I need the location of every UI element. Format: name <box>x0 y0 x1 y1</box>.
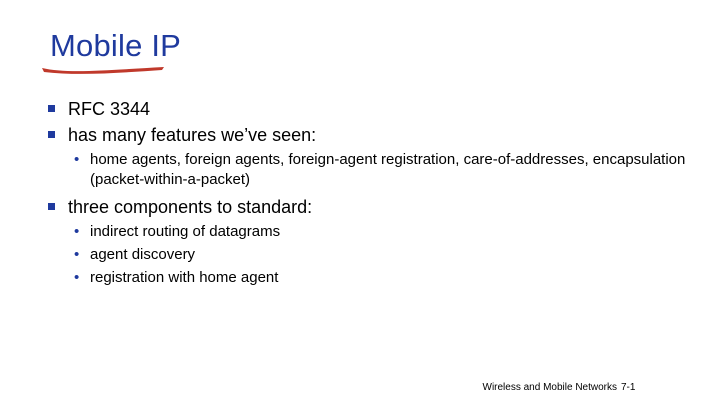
bullet-text: RFC 3344 <box>68 99 151 119</box>
dot-bullet-icon: • <box>74 223 80 240</box>
bullet-list <box>46 98 686 294</box>
bullet-text: three components to standard: <box>68 197 313 217</box>
sub-bullet-list <box>46 222 686 288</box>
sub-bullet-item <box>46 222 686 242</box>
bullet-item <box>46 124 686 146</box>
sub-bullet-item <box>46 268 686 288</box>
sub-bullet-item <box>46 245 686 265</box>
sub-bullet-text: home agents, foreign agents, foreign-agent registration, care-of-addresses, encapsulation (packet-within-a-packet) <box>90 151 686 188</box>
dot-bullet-icon: • <box>74 246 80 263</box>
sub-bullet-text: agent discovery <box>90 246 196 263</box>
slide-title: Mobile IP <box>50 28 182 63</box>
title-underline-decoration <box>38 60 168 80</box>
bullet-item <box>46 98 686 120</box>
sub-bullet-item <box>46 150 686 190</box>
bullet-text: has many features we’ve seen: <box>68 125 317 145</box>
bullet-item <box>46 196 686 218</box>
slide-footer: Wireless and Mobile Networks <box>482 382 617 393</box>
square-bullet-icon <box>48 131 55 138</box>
sub-bullet-list <box>46 150 686 190</box>
dot-bullet-icon: • <box>74 151 80 168</box>
square-bullet-icon <box>48 203 55 210</box>
sub-bullet-text: indirect routing of datagrams <box>90 223 281 240</box>
dot-bullet-icon: • <box>74 269 80 286</box>
square-bullet-icon <box>48 105 55 112</box>
sub-bullet-text: registration with home agent <box>90 269 279 286</box>
page-number: 7-1 <box>621 382 636 393</box>
